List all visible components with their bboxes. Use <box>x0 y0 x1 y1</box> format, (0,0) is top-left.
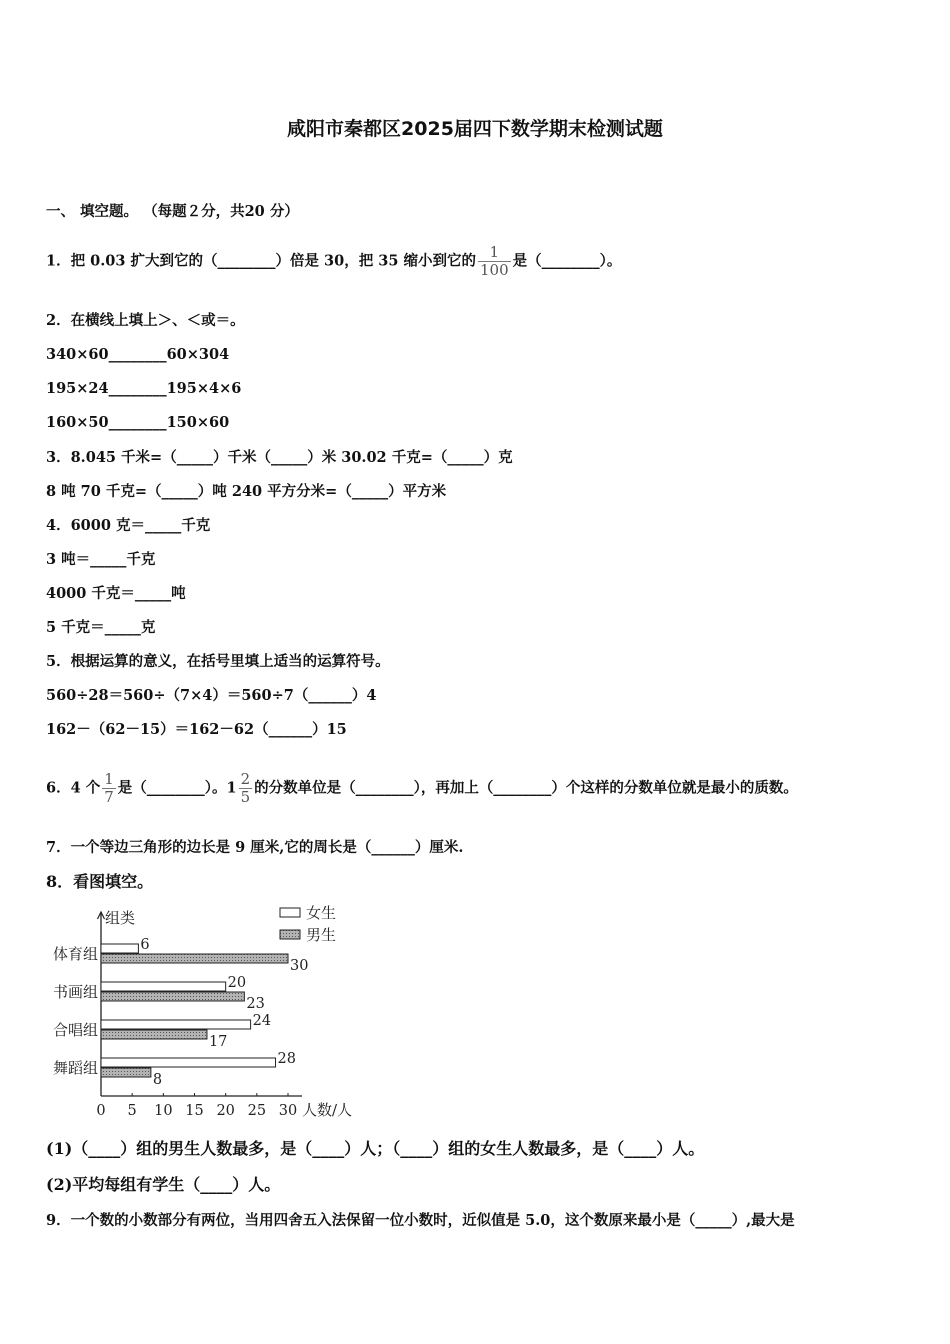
question-3-line-2: 8 吨 70 千克=（_____）吨 240 平方分米=（_____）平方米 <box>46 483 447 500</box>
question-6 <box>46 771 798 806</box>
question-4-row-2: 3 吨＝_____千克 <box>46 551 156 568</box>
x-tick-label: 0 <box>96 1103 106 1119</box>
chart-legend <box>280 904 336 944</box>
category-label: 合唱组 <box>52 1021 98 1039</box>
y-axis-label: 组类 <box>105 909 136 927</box>
x-tick-label: 5 <box>127 1103 137 1119</box>
fraction-denominator: 100 <box>480 261 509 279</box>
question-4-row-1: 4．6000 克＝_____千克 <box>46 517 211 534</box>
fraction-denominator: 7 <box>104 788 114 806</box>
q5-row-2: 162－（62－15）＝162－62（______）15 <box>46 721 347 738</box>
bar-female <box>101 944 138 953</box>
legend-label: 女生 <box>306 904 337 922</box>
fraction-2-5 <box>239 771 253 806</box>
q5-row-1: 560÷28＝560÷（7×4）＝560÷7（______）4 <box>46 687 377 704</box>
x-tick-label: 20 <box>216 1103 235 1119</box>
page-title: 咸阳市秦都区2025届四下数学期末检测试题 <box>287 118 663 140</box>
category-label: 书画组 <box>52 983 98 1001</box>
x-tick-label: 30 <box>278 1103 298 1119</box>
data-label: 30 <box>290 958 309 974</box>
bar-female <box>101 1020 251 1029</box>
q2-row-2: 195×24________195×4×6 <box>46 380 242 397</box>
fraction-denominator: 5 <box>240 788 251 806</box>
bar-female <box>101 982 226 991</box>
fraction-1-100 <box>478 244 511 279</box>
x-tick-label: 15 <box>185 1103 204 1119</box>
question-9: 9．一个数的小数部分有两位，当用四舍五入法保留一位小数时，近似值是 5.0，这个数原来最小是（_____）,最大是 <box>46 1212 795 1229</box>
question-2-stem: 2．在横线上填上＞、＜或＝。 <box>46 312 245 329</box>
q2-row-3: 160×50________150×60 <box>46 414 230 431</box>
bar-chart <box>40 900 370 1125</box>
fraction-1-7 <box>102 771 116 806</box>
bar-female <box>101 1058 276 1067</box>
x-tick-label: 25 <box>247 1103 267 1119</box>
data-label: 17 <box>208 1034 228 1050</box>
bar-male <box>101 1068 151 1077</box>
bar-male <box>101 1030 207 1039</box>
bar-male <box>101 992 244 1001</box>
category-label: 舞蹈组 <box>52 1059 98 1077</box>
x-axis-label: 人数/人 <box>302 1101 353 1119</box>
data-label: 28 <box>277 1051 296 1067</box>
q6-text-part1: 6．4 个 <box>46 779 101 797</box>
fraction-numerator: 1 <box>489 243 500 261</box>
question-8-sub-1: (1)（____）组的男生人数最多，是（____）人；（____）组的女生人数最多，是（____）人。 <box>46 1139 705 1158</box>
data-label: 20 <box>227 975 247 991</box>
fraction-numerator: 1 <box>104 770 114 788</box>
question-4-row-3: 4000 千克＝_____吨 <box>46 585 186 602</box>
data-label: 23 <box>246 996 265 1012</box>
legend-swatch-female <box>280 908 300 917</box>
q6-text-part2: 是（________）。1 <box>117 779 237 797</box>
question-3-line-1: 3．8.045 千米=（_____）千米（_____）米 30.02 千克=（_____）克 <box>46 449 513 466</box>
fraction-numerator: 2 <box>240 770 251 788</box>
legend-swatch-male <box>280 930 300 939</box>
q6-text-part3: 的分数单位是（________），再加上（________）个这样的分数单位就是最小的质数。 <box>254 779 798 797</box>
question-7: 7．一个等边三角形的边长是 9 厘米,它的周长是（______）厘米. <box>46 839 464 856</box>
question-4-row-4: 5 千克＝_____克 <box>46 619 156 636</box>
x-tick-label: 10 <box>154 1103 173 1119</box>
question-8-stem: 8．看图填空。 <box>46 872 154 891</box>
question-1 <box>46 244 621 279</box>
q1-text-part2: 是（________）。 <box>512 252 622 270</box>
q2-row-1: 340×60________60×304 <box>46 346 230 363</box>
question-5-stem: 5．根据运算的意义，在括号里填上适当的运算符号。 <box>46 653 390 670</box>
question-8-sub-2: (2)平均每组有学生（____）人。 <box>46 1175 281 1194</box>
category-label: 体育组 <box>52 945 98 963</box>
section-heading: 一、 填空题。 （每题２分，共20 分） <box>46 203 299 220</box>
q1-text-part1: 1．把 0.03 扩大到它的（________）倍是 30，把 35 缩小到它的 <box>46 252 476 270</box>
data-label: 6 <box>140 937 150 953</box>
bar-male <box>101 954 288 963</box>
data-label: 8 <box>152 1072 163 1088</box>
legend-label: 男生 <box>306 926 337 944</box>
data-label: 24 <box>252 1013 272 1029</box>
